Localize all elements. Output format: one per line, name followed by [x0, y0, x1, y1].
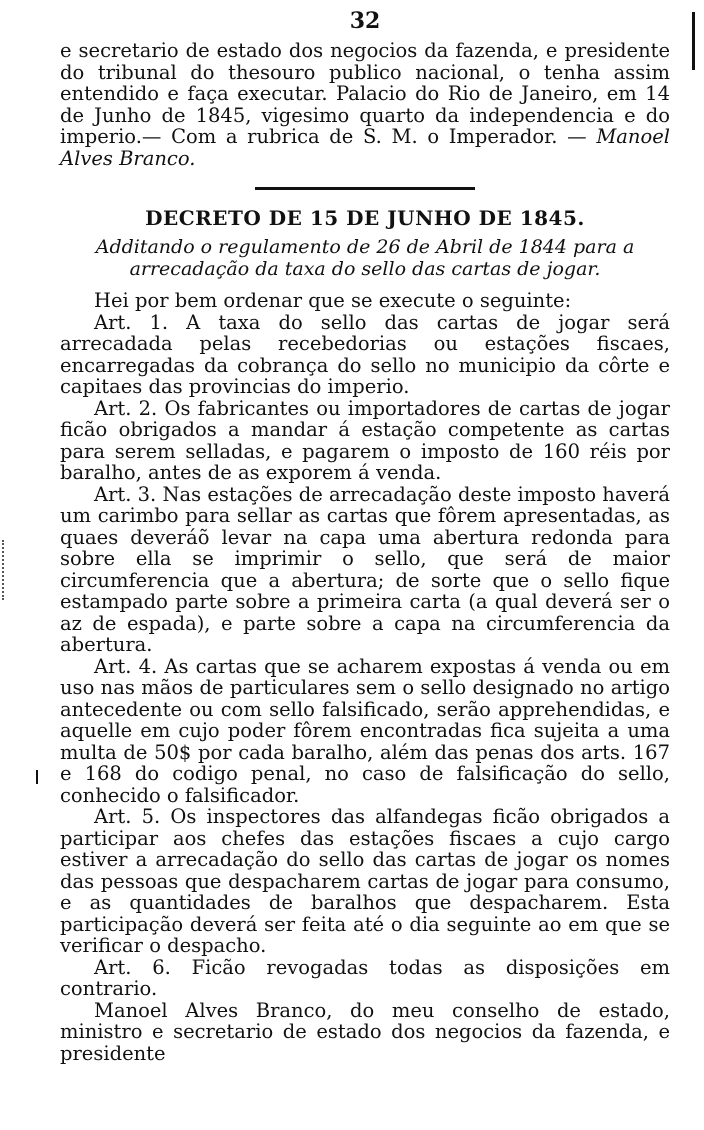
- article-4: [60, 656, 670, 807]
- preamble-text: e secretario de estado dos negocios da fazenda, e presidente do tribunal do thesouro publico nacional, o tenha assim entendido e faça executar. Palacio do Rio de Janeiro, em 14 de Junho de 1845, vigesimo quarto da independencia e do imperio.— Com a rubrica de S. M. o Imperador. —: [60, 39, 670, 148]
- margin-rule-mark: [692, 12, 695, 70]
- decree-closing: Manoel Alves Branco, do meu conselho de estado, ministro e secretario de estado dos negocios da fazenda, e presidente: [60, 998, 670, 1065]
- decree-subtitle: Additando o regulamento de 26 de Abril de 1844 para a arrecadação da taxa do sello das cartas de jogar.: [95, 236, 635, 280]
- article-label: Art. 5.: [94, 805, 161, 828]
- section-divider: [255, 187, 475, 190]
- article-2: [60, 398, 670, 484]
- article-label: Art. 1.: [94, 310, 169, 334]
- article-6: [60, 957, 670, 1000]
- article-text: As cartas que se acharem expostas á venda ou em uso nas mãos de particulares sem o sello designado no artigo antecedente ou com sello falsificado, serão apprehendidas, e aquelle em cujo poder fôrem encontradas fica sujeita a uma multa de 50$ por cada baralho, além das penas dos arts. 167 e 168 do codigo penal, no caso de falsificação do sello, conhecido o falsificador.: [60, 654, 670, 807]
- article-1: [60, 312, 670, 398]
- preamble-section: [60, 40, 670, 169]
- article-label: Art. 2.: [94, 396, 158, 420]
- article-label: Art. 6.: [94, 955, 171, 979]
- decree-intro: Hei por bem ordenar que se execute o seguinte:: [94, 289, 572, 312]
- article-text: Os fabricantes ou importadores de cartas de jogar ficão obrigados a mandar á estação competente as cartas para serem selladas, e pagarem o imposto de 160 réis por baralho, antes de as exporem á venda.: [60, 396, 670, 484]
- article-5: [60, 806, 670, 957]
- article-text: A taxa do sello das cartas de jogar será arrecadada pelas recebedorias ou estações fiscaes, encarregadas da cobrança do sello no municipio da côrte e capitaes das provincias do imperio.: [60, 310, 670, 398]
- margin-tick-mark: [36, 770, 38, 784]
- article-label: Art. 3.: [94, 482, 157, 506]
- decree-body: [60, 290, 670, 1064]
- article-text: Os inspectores das alfandegas ficão obrigados a participar aos chefes das estações fiscaes a cujo cargo estiver a arrecadação do sello das cartas de jogar os nomes das pessoas que despacharem cartas de jogar para consumo, e as quantidades de baralhos que despacharem. Esta participação deverá ser feita até o dia seguinte ao em que se verificar o despacho.: [60, 805, 670, 957]
- article-text: Nas estações de arrecadação deste imposto haverá um carimbo para sellar as cartas que fôrem apresentadas, as quaes deveráõ levar na capa uma abertura redonda para sobre ella se imprimir o sello, que será de maior circumferencia que a abertura; de sorte que o sello fique estampado parte sobre a primeira carta (a qual deverá ser o az de espada), e parte sobre a capa na circumferencia da abertura.: [60, 482, 670, 656]
- decree-title: DECRETO DE 15 DE JUNHO DE 1845.: [145, 206, 585, 230]
- preamble-paragraph: [60, 40, 670, 169]
- page-number: 32: [349, 8, 381, 34]
- article-label: Art. 4.: [94, 654, 158, 678]
- document-page: [60, 8, 670, 1064]
- article-text: Ficão revogadas todas as disposições em contrario.: [60, 955, 671, 1000]
- library-stamp-fragment: [2, 540, 18, 600]
- preamble-signature: Manoel Alves Branco.: [60, 125, 670, 170]
- article-3: [60, 484, 670, 656]
